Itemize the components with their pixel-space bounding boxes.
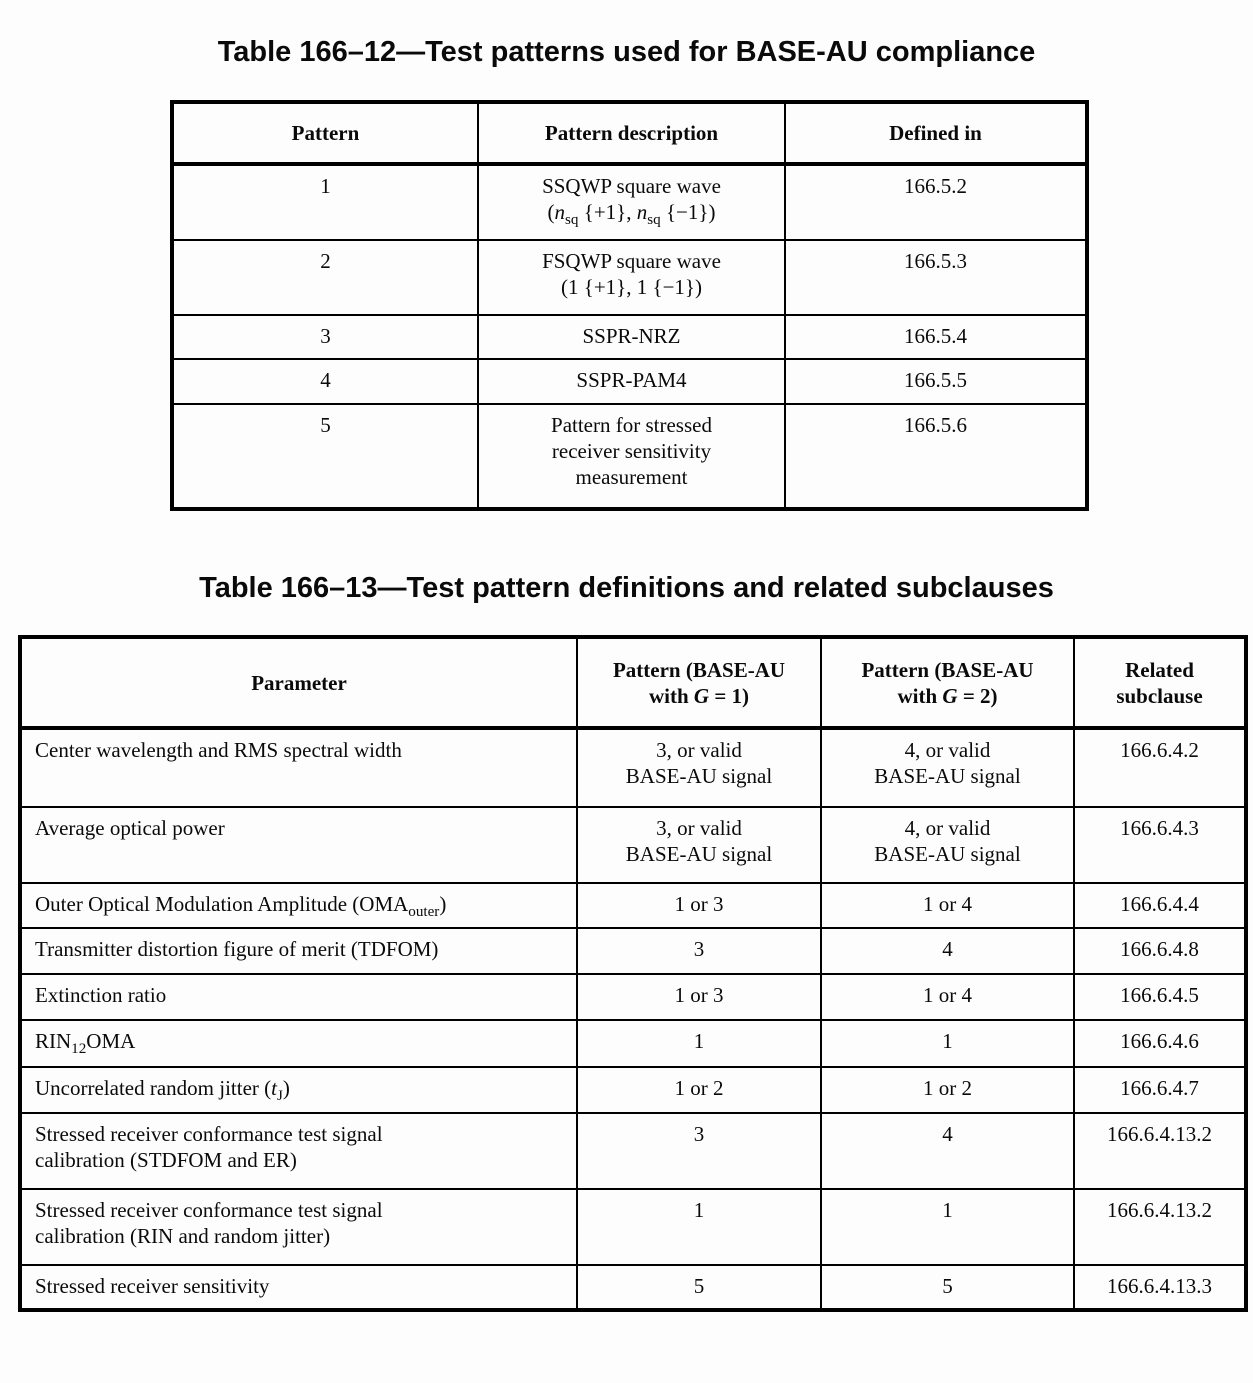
- t1-description-cell: FSQWP square wave (1 {+1}, 1 {−1}): [478, 240, 785, 315]
- table-166-12-caption: Table 166–12—Test patterns used for BASE-AU compliance: [217, 36, 1036, 68]
- t2-parameter-cell: Transmitter distortion figure of merit (TDFOM): [20, 928, 577, 974]
- t2-related-subclause-cell: 166.6.4.13.2: [1074, 1113, 1246, 1189]
- table-row: [172, 240, 1087, 315]
- t1-defined-in-cell: 166.5.6: [785, 404, 1087, 509]
- table-row: [172, 164, 1087, 240]
- table-row: [20, 974, 1246, 1020]
- t2-pattern-g2-cell: 1: [821, 1020, 1074, 1067]
- t2-pattern-g1-cell: 3, or valid BASE-AU signal: [577, 807, 821, 883]
- t2-pattern-g1-cell: 1: [577, 1020, 821, 1067]
- t2-related-subclause-cell: 166.6.4.2: [1074, 728, 1246, 807]
- t2-related-subclause-cell: 166.6.4.3: [1074, 807, 1246, 883]
- t2-parameter-cell: Center wavelength and RMS spectral width: [20, 728, 577, 807]
- t2-related-subclause-cell: 166.6.4.8: [1074, 928, 1246, 974]
- table-166-12: [170, 100, 1089, 511]
- t1-description-cell: SSQWP square wave ($n_{sq}$ {+1}, $n_{sq}$ {−1}): [478, 164, 785, 240]
- t2-parameter-cell: Extinction ratio: [20, 974, 577, 1020]
- t2-parameter-cell: $RIN_{12}OMA$: [20, 1020, 577, 1067]
- table-row: [20, 1113, 1246, 1189]
- t1-defined-in-cell: 166.5.4: [785, 315, 1087, 359]
- t1-header-defined-in: Defined in: [785, 102, 1087, 164]
- t2-pattern-g2-cell: 4, or valid BASE-AU signal: [821, 728, 1074, 807]
- t2-pattern-g2-cell: 4: [821, 928, 1074, 974]
- t2-parameter-cell: Outer Optical Modulation Amplitude $(OMA_{outer})$: [20, 883, 577, 928]
- table-row: [20, 1067, 1246, 1113]
- table-row: [20, 883, 1246, 928]
- t2-header-related-subclause: Related subclause: [1074, 637, 1246, 728]
- t2-pattern-g1-cell: 1: [577, 1189, 821, 1265]
- table-row: [172, 315, 1087, 359]
- table-row: [20, 1189, 1246, 1265]
- t2-related-subclause-cell: 166.6.4.4: [1074, 883, 1246, 928]
- t2-pattern-g1-cell: 3, or valid BASE-AU signal: [577, 728, 821, 807]
- t2-pattern-g1-cell: 5: [577, 1265, 821, 1310]
- t2-related-subclause-cell: 166.6.4.6: [1074, 1020, 1246, 1067]
- t2-pattern-g2-cell: 1 or 4: [821, 974, 1074, 1020]
- t1-description-cell: SSPR-NRZ: [478, 315, 785, 359]
- t2-pattern-g2-cell: 1 or 2: [821, 1067, 1074, 1113]
- t2-pattern-g2-cell: 4, or valid BASE-AU signal: [821, 807, 1074, 883]
- table-row: [172, 359, 1087, 404]
- t2-related-subclause-cell: 166.6.4.7: [1074, 1067, 1246, 1113]
- t2-related-subclause-cell: 166.6.4.13.2: [1074, 1189, 1246, 1265]
- t1-description-cell: Pattern for stressed receiver sensitivity measurement: [478, 404, 785, 509]
- t1-header-pattern: Pattern: [172, 102, 478, 164]
- table-row: [20, 928, 1246, 974]
- table-row: [172, 404, 1087, 509]
- t1-description-cell: SSPR-PAM4: [478, 359, 785, 404]
- t1-pattern-cell: 2: [172, 240, 478, 315]
- table-166-13-caption: Table 166–13—Test pattern definitions and related subclauses: [199, 572, 1054, 604]
- t2-header-pattern-g2: Pattern (BASE-AU with G = 2): [821, 637, 1074, 728]
- table-166-13: [18, 635, 1248, 1312]
- t2-parameter-cell: Stressed receiver conformance test signal calibration (RIN and random jitter): [20, 1189, 577, 1265]
- t2-header-pattern-g1: Pattern (BASE-AU with G = 1): [577, 637, 821, 728]
- t2-related-subclause-cell: 166.6.4.13.3: [1074, 1265, 1246, 1310]
- t2-pattern-g2-cell: 1: [821, 1189, 1074, 1265]
- t2-parameter-cell: Stressed receiver sensitivity: [20, 1265, 577, 1310]
- t1-pattern-cell: 5: [172, 404, 478, 509]
- t2-parameter-cell: Average optical power: [20, 807, 577, 883]
- table-row: [20, 728, 1246, 807]
- t2-pattern-g1-cell: 3: [577, 928, 821, 974]
- table-row: [20, 1265, 1246, 1310]
- t1-pattern-cell: 3: [172, 315, 478, 359]
- t2-parameter-cell: Stressed receiver conformance test signal calibration (STDFOM and ER): [20, 1113, 577, 1189]
- t2-pattern-g2-cell: 4: [821, 1113, 1074, 1189]
- table-row: [20, 1020, 1246, 1067]
- t2-pattern-g1-cell: 3: [577, 1113, 821, 1189]
- t1-pattern-cell: 4: [172, 359, 478, 404]
- table-header-row: [172, 102, 1087, 164]
- t1-pattern-cell: 1: [172, 164, 478, 240]
- t2-pattern-g1-cell: 1 or 3: [577, 883, 821, 928]
- t2-related-subclause-cell: 166.6.4.5: [1074, 974, 1246, 1020]
- t2-pattern-g2-cell: 5: [821, 1265, 1074, 1310]
- t1-defined-in-cell: 166.5.3: [785, 240, 1087, 315]
- t2-pattern-g2-cell: 1 or 4: [821, 883, 1074, 928]
- table-row: [20, 807, 1246, 883]
- t1-defined-in-cell: 166.5.2: [785, 164, 1087, 240]
- table-header-row: [20, 637, 1246, 728]
- t1-header-pattern-description: Pattern description: [478, 102, 785, 164]
- t2-header-parameter: Parameter: [20, 637, 577, 728]
- t1-defined-in-cell: 166.5.5: [785, 359, 1087, 404]
- t2-pattern-g1-cell: 1 or 2: [577, 1067, 821, 1113]
- t2-pattern-g1-cell: 1 or 3: [577, 974, 821, 1020]
- t2-parameter-cell: Uncorrelated random jitter $(t_J)$: [20, 1067, 577, 1113]
